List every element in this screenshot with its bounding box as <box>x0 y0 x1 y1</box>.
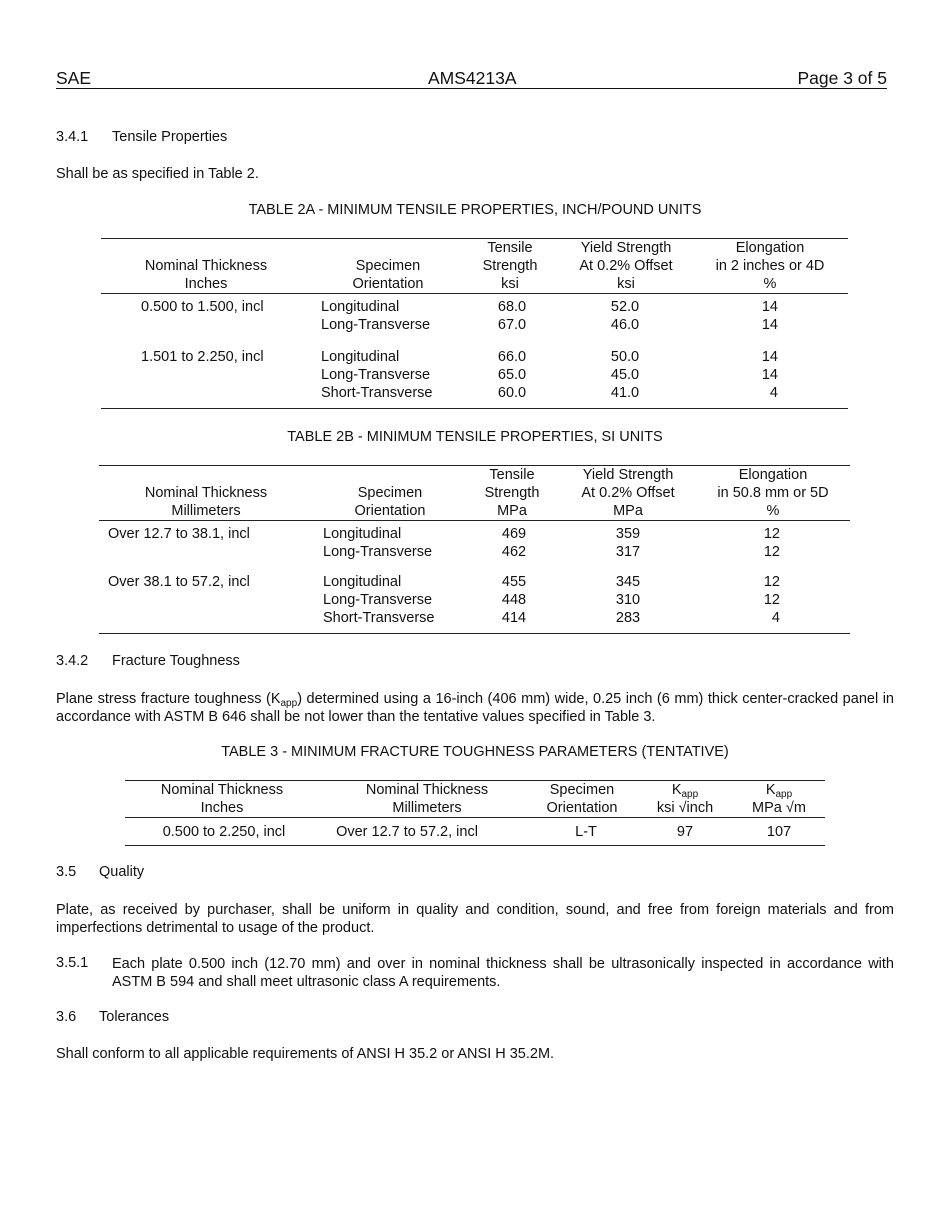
t2a-cell-ori: Short-Transverse <box>321 385 433 401</box>
t2b-header-text: MPa <box>497 503 527 519</box>
t2a-cell-ts: 60.0 <box>497 385 527 401</box>
t2b-cell-el: 12 <box>763 526 780 542</box>
t3-cell-kapp-mpa: 107 <box>766 824 792 840</box>
table-2b-title: TABLE 2B - MINIMUM TENSILE PROPERTIES, SI UNITS <box>287 429 663 445</box>
t3-cell-kapp-ksi: 97 <box>676 824 694 840</box>
t2b-cell-ori: Long-Transverse <box>323 544 433 560</box>
t2a-header-text: % <box>763 276 777 292</box>
page-header <box>56 68 887 89</box>
t2a-header-text: Strength <box>482 258 538 274</box>
t2b-header-text: MPa <box>613 503 643 519</box>
t2a-header-text: ksi <box>501 276 519 292</box>
section-3-5-1-text: Each plate 0.500 inch (12.70 mm) and over in nominal thickness shall be ultrasonically inspected in accordance with ASTM B 594 and shall meet ultrasonic class A requirements. <box>112 956 894 990</box>
t2b-cell-ys: 283 <box>615 610 641 626</box>
section-3-4-2-title: Fracture Toughness <box>112 653 240 669</box>
section-3-4-1-title: Tensile Properties <box>112 129 228 145</box>
t2a-cell-ori: Long-Transverse <box>321 367 431 383</box>
section-3-4-2-text: Plane stress fracture toughness $(K_{app})$ determined using a 16-inch (406 mm) wide, 0.25 inch (6 mm) thick center-cracked panel in accordance with ASTM B 646 shall be not lower than the tentative values specified in Table 3. <box>56 691 894 725</box>
t2b-cell-ys: 310 <box>615 592 641 608</box>
section-3-5-text: Plate, as received by purchaser, shall be uniform in quality and condition, sound, and free from foreign materials and from imperfections detrimental to usage of the product. <box>56 902 894 936</box>
t2a-cell-el: 14 <box>761 349 778 365</box>
t2a-cell-ys: 52.0 <box>610 299 640 315</box>
table-3-title: TABLE 3 - MINIMUM FRACTURE TOUGHNESS PARAMETERS (TENTATIVE) <box>221 744 729 760</box>
t2b-cell-ts: 462 <box>501 544 527 560</box>
t2b-cell-ys: 345 <box>615 574 641 590</box>
t2b-header-text: % <box>766 503 780 519</box>
t2a-cell-el: 14 <box>761 299 778 315</box>
t2b-cell-ts: 414 <box>501 610 527 626</box>
t2b-cell-thk: Over 12.7 to 38.1, incl <box>108 526 250 542</box>
t2a-cell-ts: 68.0 <box>497 299 527 315</box>
t2b-header-text: Strength <box>484 485 540 501</box>
t3-header-orientation: Specimen Orientation <box>546 782 618 816</box>
t2b-header-text: Specimen <box>357 485 423 501</box>
t2a-header-text: ksi <box>617 276 635 292</box>
t2a-header-text: Elongation <box>735 240 805 256</box>
t3-cell-orientation: L-T <box>575 824 597 840</box>
t2a-cell-ts: 67.0 <box>497 317 527 333</box>
section-3-6-title: Tolerances <box>99 1009 170 1025</box>
t3-cell-mm: Over 12.7 to 57.2, incl <box>336 824 478 840</box>
section-3-5-number: 3.5 <box>56 864 77 880</box>
t2a-cell-ts: 66.0 <box>497 349 527 365</box>
t2a-cell-thk: 0.500 to 1.500, incl <box>141 299 264 315</box>
t2b-cell-el: 12 <box>763 592 780 608</box>
t2b-header-text: Elongation <box>738 467 808 483</box>
t2a-cell-ys: 50.0 <box>610 349 640 365</box>
t2a-cell-ori: Long-Transverse <box>321 317 431 333</box>
section-3-4-1-number: 3.4.1 <box>56 129 89 145</box>
section-3-6-text: Shall conform to all applicable requirements of ANSI H 35.2 or ANSI H 35.2M. <box>56 1046 555 1062</box>
header-page-number: Page 3 of 5 <box>797 68 887 88</box>
t3-cell-inches: 0.500 to 2.250, incl <box>162 824 286 840</box>
t2b-header-text: Nominal Thickness <box>144 485 268 501</box>
t3-header-inches: Nominal Thickness Inches <box>160 782 284 816</box>
header-org: SAE <box>56 68 92 88</box>
t2a-header-text: At 0.2% Offset <box>579 258 673 274</box>
t2b-cell-ts: 469 <box>501 526 527 542</box>
t2a-cell-el: 14 <box>761 317 778 333</box>
t2a-cell-ts: 65.0 <box>497 367 527 383</box>
t2b-cell-el: 12 <box>763 544 780 560</box>
t2a-header-text: Specimen <box>355 258 421 274</box>
t2a-header-text: Inches <box>184 276 228 292</box>
t2b-cell-thk: Over 38.1 to 57.2, incl <box>108 574 250 590</box>
t2a-cell-ori: Longitudinal <box>321 349 400 365</box>
t2a-header-text: Nominal Thickness <box>144 258 268 274</box>
t2b-header-text: At 0.2% Offset <box>581 485 675 501</box>
t2a-cell-ys: 46.0 <box>610 317 640 333</box>
section-3-4-2-number: 3.4.2 <box>56 653 89 669</box>
t2b-cell-ori: Longitudinal <box>323 574 402 590</box>
t2a-header-text: Tensile <box>487 240 533 256</box>
t2a-cell-ori: Longitudinal <box>321 299 400 315</box>
t2b-cell-ys: 359 <box>615 526 641 542</box>
section-3-6-number: 3.6 <box>56 1009 77 1025</box>
t2b-cell-el: 4 <box>771 610 780 626</box>
t2a-cell-el: 4 <box>769 385 778 401</box>
t2b-cell-ori: Longitudinal <box>323 526 402 542</box>
t2b-cell-ori: Long-Transverse <box>323 592 433 608</box>
t2b-cell-ts: 448 <box>501 592 527 608</box>
t2b-header-text: Millimeters <box>171 503 241 519</box>
header-doc-number: AMS4213A <box>428 68 517 88</box>
t2a-cell-thk: 1.501 to 2.250, incl <box>141 349 264 365</box>
t3-header-kapp-mpa: $K_{app}$ MPa √m <box>752 782 806 816</box>
t2a-cell-ys: 41.0 <box>610 385 640 401</box>
table-2a-title: TABLE 2A - MINIMUM TENSILE PROPERTIES, INCH/POUND UNITS <box>248 202 702 218</box>
t2a-header-text: in 2 inches or 4D <box>715 258 825 274</box>
section-3-5-1-number: 3.5.1 <box>56 955 89 971</box>
t2a-cell-el: 14 <box>761 367 778 383</box>
t2b-header-text: Tensile <box>489 467 535 483</box>
t2a-cell-ys: 45.0 <box>610 367 640 383</box>
t2b-cell-ori: Short-Transverse <box>323 610 435 626</box>
t2a-header-text: Orientation <box>352 276 424 292</box>
t2b-cell-ys: 317 <box>615 544 641 560</box>
section-3-5-title: Quality <box>99 864 145 880</box>
t2a-header-text: Yield Strength <box>580 240 672 256</box>
section-3-4-1-text: Shall be as specified in Table 2. <box>56 166 259 182</box>
t2b-cell-ts: 455 <box>501 574 527 590</box>
t2b-header-text: Yield Strength <box>582 467 674 483</box>
t2b-cell-el: 12 <box>763 574 780 590</box>
t3-header-kapp-ksi: $K_{app}$ ksi √inch <box>656 782 714 816</box>
t2b-header-text: in 50.8 mm or 5D <box>717 485 829 501</box>
t3-header-mm: Nominal Thickness Millimeters <box>365 782 489 816</box>
t2b-header-text: Orientation <box>354 503 426 519</box>
